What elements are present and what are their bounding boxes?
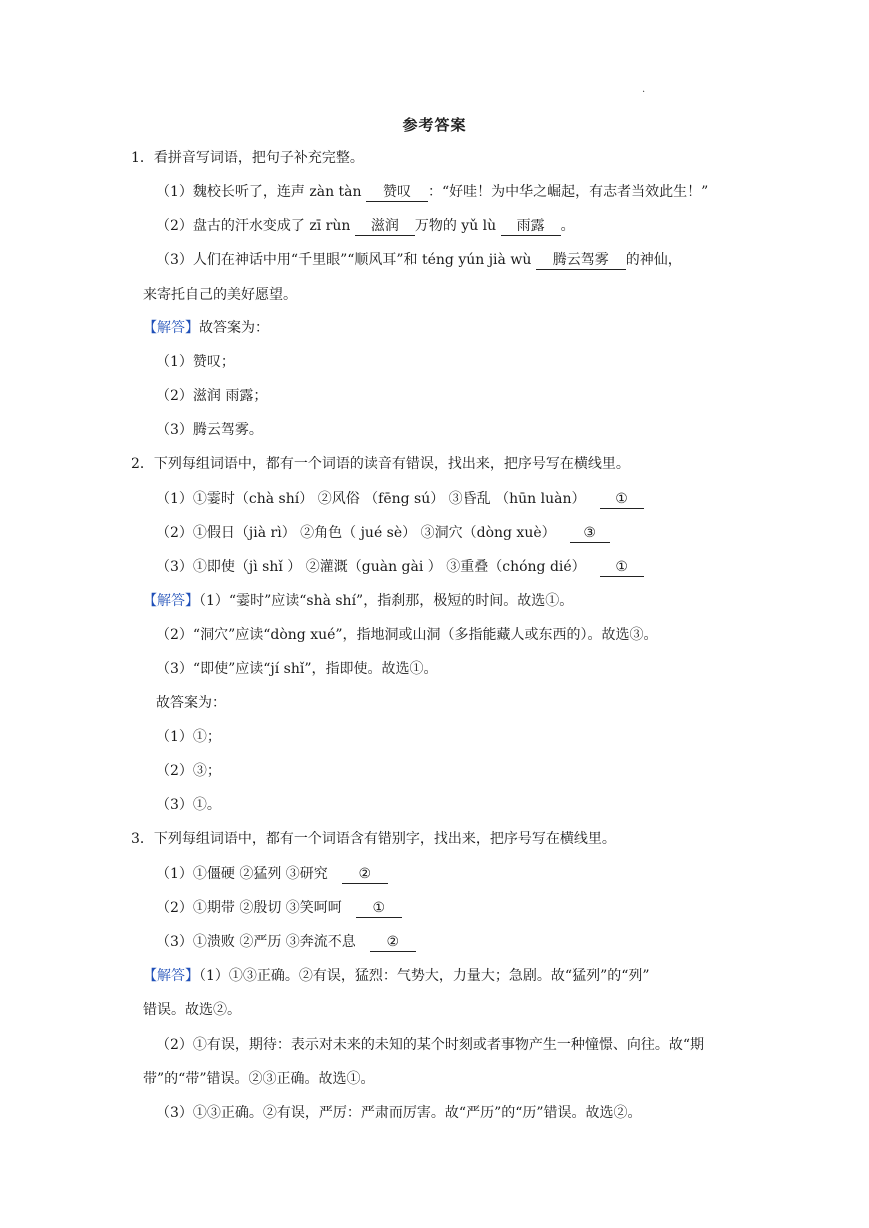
q2-item-1 xyxy=(156,489,644,509)
q2-stem: 2．下列每组词语中，都有一个词语的读音有错误，找出来，把序号写在横线里。 xyxy=(131,456,630,472)
q2-explain-3: （3）“即使”应读“jí shǐ”，指即使。故选①。 xyxy=(156,661,438,677)
q2-summary: 故答案为： xyxy=(156,695,226,711)
q3-s1-text: （1）①僵硬 ②猛列 ③研究 xyxy=(156,866,328,882)
q2-s2-answer: ③ xyxy=(570,524,610,543)
q2-answer-2: （2）③； xyxy=(156,763,221,779)
q2-s3-answer: ① xyxy=(600,558,644,577)
q1-sentence-2 xyxy=(156,216,575,236)
q2-explain-1 xyxy=(143,591,573,611)
page-title: 参考答案 xyxy=(402,116,467,134)
q1-sentence-1 xyxy=(156,182,708,202)
q3-s1-answer: ② xyxy=(342,865,388,884)
q3-stem: 3．下列每组词语中，都有一个词语含有错别字，找出来，把序号写在横线里。 xyxy=(131,831,616,847)
q2-s1-answer: ① xyxy=(600,490,644,509)
q3-s3-text: （3）①溃败 ②严历 ③奔流不息 xyxy=(156,934,356,950)
q3-item-1 xyxy=(156,864,388,884)
q3-s2-answer: ① xyxy=(356,899,402,918)
answer-tag: 【解答】 xyxy=(143,320,199,336)
q3-s2-text: （2）①期带 ②殷切 ③笑呵呵 xyxy=(156,900,342,916)
q2-item-3 xyxy=(156,557,644,577)
q2-s2-text: （2）①假日（jià rì） ②角色（ jué sè） ③洞穴（dòng xuè） xyxy=(156,525,556,541)
q1-answer-3: （3）腾云驾雾。 xyxy=(156,422,263,438)
q2-e1-text: （1）“霎时”应读“shà shí”，指刹那，极短的时间。故选①。 xyxy=(199,593,574,609)
q3-e1-text: （1）①③正确。②有误，猛烈：气势大，力量大；急剧。故“猛列”的“列” xyxy=(199,968,650,984)
q1-stem: 1．看拼音写词语，把句子补充完整。 xyxy=(131,150,364,166)
q3-explain-3: （3）①③正确。②有误，严厉：严肃而厉害。故“严历”的“历”错误。故选②。 xyxy=(156,1105,642,1121)
answer-tag: 【解答】 xyxy=(143,593,199,609)
q3-s3-answer: ② xyxy=(370,933,416,952)
q3-explain-1-cont: 错误。故选②。 xyxy=(143,1002,241,1018)
q1-answer-heading xyxy=(143,318,269,338)
q2-answer-3: （3）①。 xyxy=(156,797,221,813)
q3-item-3 xyxy=(156,932,416,952)
q1-s2-text: （2）盘古的汗水变成了 zī rùn xyxy=(156,218,355,234)
q2-explain-2: （2）“洞穴”应读“dòng xué”，指地洞或山洞（多指能藏人或东西的）。故选③。 xyxy=(156,627,658,643)
q1-sentence-3-cont: 来寄托自己的美好愿望。 xyxy=(143,287,297,303)
q3-explain-2: （2）①有误，期待：表示对未来的未知的某个时刻或者事物产生一种憧憬、向往。故“期 xyxy=(156,1037,705,1053)
q3-explain-1 xyxy=(143,966,650,986)
q2-s3-text: （3）①即使（jì shǐ ） ②灌溉（guàn gài ） ③重叠（chóng dié） xyxy=(156,559,586,575)
q2-item-2 xyxy=(156,523,610,543)
answer-intro: 故答案为： xyxy=(199,320,269,336)
q1-s1-text: （1）魏校长听了，连声 zàn tàn xyxy=(156,184,366,200)
q1-answer-1: （1）赞叹； xyxy=(156,354,235,370)
answer-tag: 【解答】 xyxy=(143,968,199,984)
q3-item-2 xyxy=(156,898,402,918)
q1-s3-text: （3）人们在神话中用“千里眼”“顺风耳”和 téng yún jià wù xyxy=(156,252,536,268)
q2-s1-text: （1）①霎时（chà shí） ②风俗 （fēng sú） ③昏乱 （hūn luàn） xyxy=(156,491,586,507)
q1-s2-answer-2: 雨露 xyxy=(501,217,561,236)
q2-answer-1: （1）①； xyxy=(156,729,221,745)
q1-sentence-3 xyxy=(156,250,682,270)
q1-s3-tail: 的神仙， xyxy=(625,252,682,268)
q1-s2-mid: 万物的 yǔ lù xyxy=(414,218,501,234)
q1-s1-answer: 赞叹 xyxy=(366,183,428,202)
q1-answer-2: （2）滋润 雨露； xyxy=(156,388,268,404)
q1-s2-tail: 。 xyxy=(560,218,575,234)
q3-explain-2-cont: 带”的“带”错误。②③正确。故选①。 xyxy=(143,1071,375,1087)
page-dot: . xyxy=(642,84,646,95)
q1-s2-answer-1: 滋润 xyxy=(355,217,415,236)
q1-s1-tail: ：“好哇！为中华之崛起，有志者当效此生！” xyxy=(428,184,709,200)
q1-s3-answer: 腾云驾雾 xyxy=(536,251,626,270)
